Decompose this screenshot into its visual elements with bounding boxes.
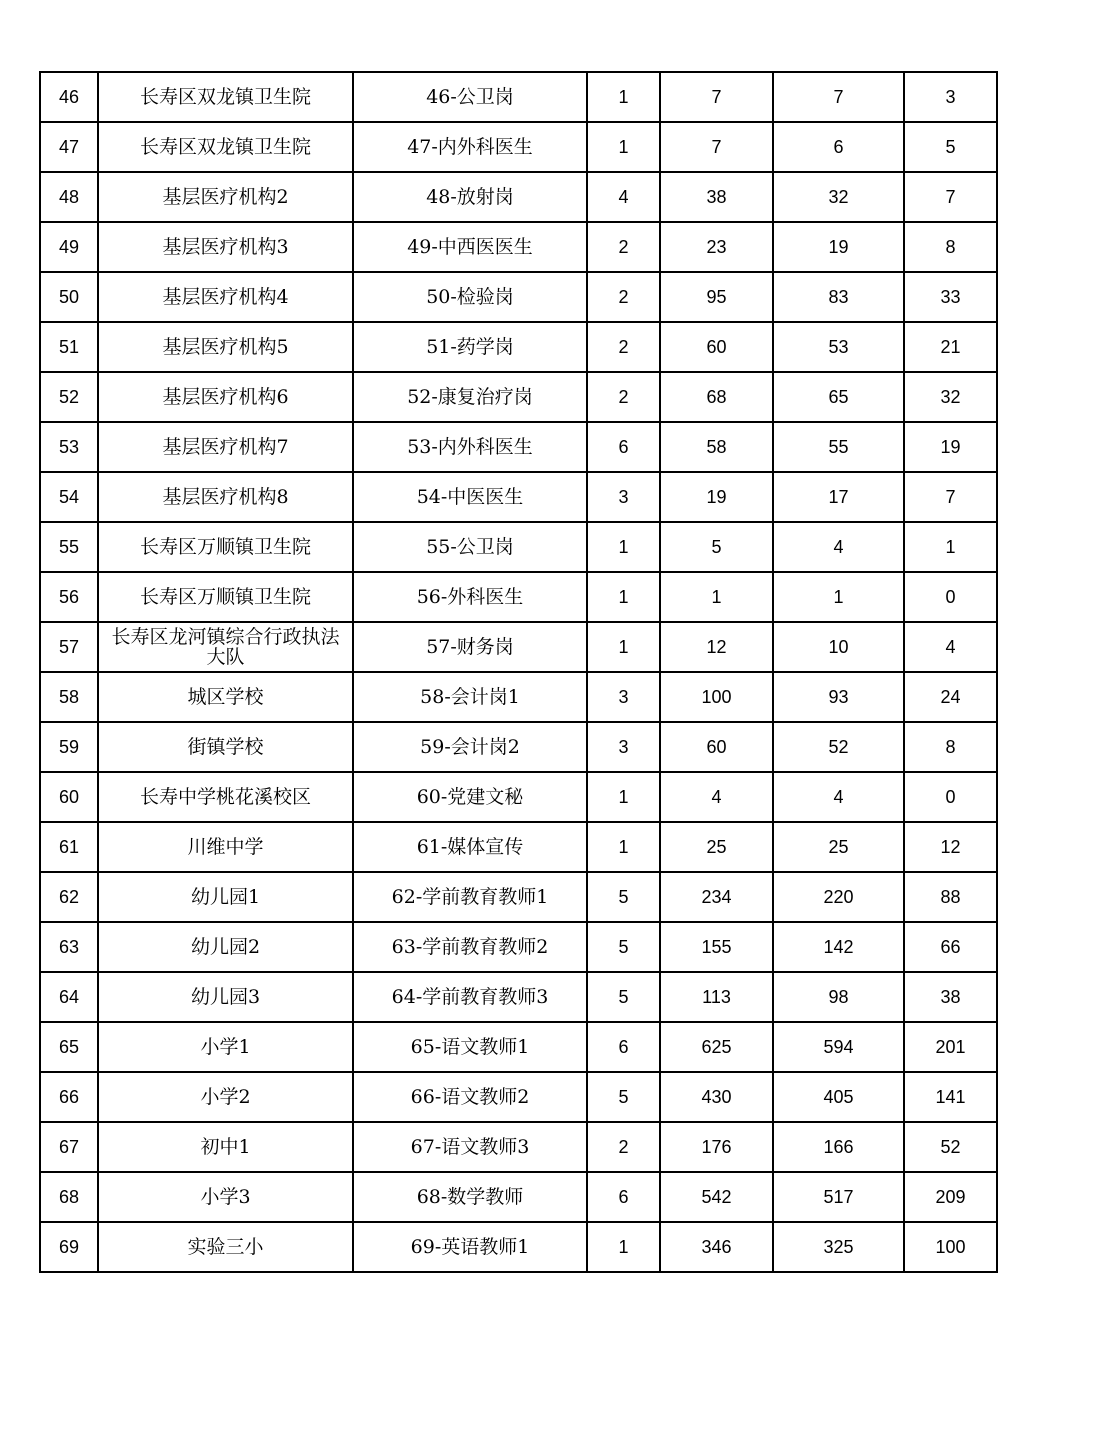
position-name-cell: 51-药学岗: [353, 322, 587, 372]
approved-count-cell: 93: [773, 672, 904, 722]
unit-name-cell: 长寿区龙河镇综合行政执法大队: [98, 622, 353, 672]
quota-count-cell: 2: [587, 1122, 660, 1172]
quota-count-cell: 1: [587, 622, 660, 672]
unit-name-cell: 基层医疗机构3: [98, 222, 353, 272]
quota-count-cell: 3: [587, 472, 660, 522]
row-number-cell: 68: [40, 1172, 98, 1222]
unit-name-cell: 街镇学校: [98, 722, 353, 772]
unit-name-cell: 幼儿园1: [98, 872, 353, 922]
position-name-cell: 57-财务岗: [353, 622, 587, 672]
unit-name-cell: 幼儿园2: [98, 922, 353, 972]
approved-count-cell: 55: [773, 422, 904, 472]
approved-count-cell: 25: [773, 822, 904, 872]
unit-name-cell: 幼儿园3: [98, 972, 353, 1022]
paid-count-cell: 88: [904, 872, 997, 922]
unit-name-cell: 基层医疗机构4: [98, 272, 353, 322]
applicant-count-cell: 4: [660, 772, 773, 822]
paid-count-cell: 209: [904, 1172, 997, 1222]
approved-count-cell: 32: [773, 172, 904, 222]
quota-count-cell: 1: [587, 772, 660, 822]
position-name-cell: 46-公卫岗: [353, 72, 587, 122]
approved-count-cell: 405: [773, 1072, 904, 1122]
table-row: [40, 422, 997, 472]
paid-count-cell: 5: [904, 122, 997, 172]
applicant-count-cell: 155: [660, 922, 773, 972]
table-row: [40, 272, 997, 322]
position-name-cell: 65-语文教师1: [353, 1022, 587, 1072]
row-number-cell: 60: [40, 772, 98, 822]
approved-count-cell: 7: [773, 72, 904, 122]
applicant-count-cell: 7: [660, 122, 773, 172]
position-name-cell: 61-媒体宣传: [353, 822, 587, 872]
unit-name-cell: 小学1: [98, 1022, 353, 1072]
applicant-count-cell: 1: [660, 572, 773, 622]
quota-count-cell: 3: [587, 672, 660, 722]
applicant-count-cell: 346: [660, 1222, 773, 1272]
unit-name-cell: 基层医疗机构7: [98, 422, 353, 472]
quota-count-cell: 2: [587, 272, 660, 322]
applicant-count-cell: 60: [660, 322, 773, 372]
row-number-cell: 52: [40, 372, 98, 422]
table-row: [40, 872, 997, 922]
table-row: [40, 722, 997, 772]
unit-name-cell: 长寿中学桃花溪校区: [98, 772, 353, 822]
applicant-count-cell: 176: [660, 1122, 773, 1172]
approved-count-cell: 98: [773, 972, 904, 1022]
quota-count-cell: 6: [587, 422, 660, 472]
applicant-count-cell: 5: [660, 522, 773, 572]
table-row: [40, 972, 997, 1022]
row-number-cell: 54: [40, 472, 98, 522]
quota-count-cell: 1: [587, 822, 660, 872]
paid-count-cell: 7: [904, 472, 997, 522]
unit-name-cell: 小学3: [98, 1172, 353, 1222]
paid-count-cell: 3: [904, 72, 997, 122]
table-row: [40, 222, 997, 272]
paid-count-cell: 21: [904, 322, 997, 372]
applicant-count-cell: 58: [660, 422, 773, 472]
table-row: [40, 1072, 997, 1122]
quota-count-cell: 1: [587, 522, 660, 572]
position-name-cell: 55-公卫岗: [353, 522, 587, 572]
row-number-cell: 66: [40, 1072, 98, 1122]
row-number-cell: 59: [40, 722, 98, 772]
paid-count-cell: 38: [904, 972, 997, 1022]
unit-name-cell: 基层医疗机构2: [98, 172, 353, 222]
paid-count-cell: 33: [904, 272, 997, 322]
paid-count-cell: 24: [904, 672, 997, 722]
table-body: [40, 72, 997, 1272]
quota-count-cell: 1: [587, 1222, 660, 1272]
approved-count-cell: 53: [773, 322, 904, 372]
row-number-cell: 63: [40, 922, 98, 972]
paid-count-cell: 4: [904, 622, 997, 672]
approved-count-cell: 594: [773, 1022, 904, 1072]
position-name-cell: 64-学前教育教师3: [353, 972, 587, 1022]
paid-count-cell: 141: [904, 1072, 997, 1122]
approved-count-cell: 4: [773, 522, 904, 572]
table-row: [40, 622, 997, 672]
position-name-cell: 67-语文教师3: [353, 1122, 587, 1172]
paid-count-cell: 32: [904, 372, 997, 422]
position-name-cell: 48-放射岗: [353, 172, 587, 222]
position-name-cell: 59-会计岗2: [353, 722, 587, 772]
table-row: [40, 72, 997, 122]
unit-name-cell: 长寿区双龙镇卫生院: [98, 122, 353, 172]
approved-count-cell: 6: [773, 122, 904, 172]
applicant-count-cell: 625: [660, 1022, 773, 1072]
position-name-cell: 49-中西医医生: [353, 222, 587, 272]
row-number-cell: 62: [40, 872, 98, 922]
row-number-cell: 55: [40, 522, 98, 572]
paid-count-cell: 8: [904, 722, 997, 772]
row-number-cell: 57: [40, 622, 98, 672]
quota-count-cell: 2: [587, 322, 660, 372]
table-row: [40, 172, 997, 222]
quota-count-cell: 1: [587, 122, 660, 172]
position-name-cell: 62-学前教育教师1: [353, 872, 587, 922]
applicant-count-cell: 19: [660, 472, 773, 522]
unit-name-cell: 长寿区双龙镇卫生院: [98, 72, 353, 122]
row-number-cell: 46: [40, 72, 98, 122]
position-name-cell: 54-中医医生: [353, 472, 587, 522]
unit-name-cell: 基层医疗机构8: [98, 472, 353, 522]
applicant-count-cell: 12: [660, 622, 773, 672]
quota-count-cell: 2: [587, 372, 660, 422]
paid-count-cell: 0: [904, 572, 997, 622]
table-row: [40, 572, 997, 622]
row-number-cell: 64: [40, 972, 98, 1022]
applicant-count-cell: 542: [660, 1172, 773, 1222]
quota-count-cell: 1: [587, 72, 660, 122]
paid-count-cell: 1: [904, 522, 997, 572]
unit-name-cell: 长寿区万顺镇卫生院: [98, 572, 353, 622]
unit-name-cell: 初中1: [98, 1122, 353, 1172]
unit-name-cell: 小学2: [98, 1072, 353, 1122]
applicant-count-cell: 95: [660, 272, 773, 322]
table-row: [40, 1122, 997, 1172]
position-name-cell: 52-康复治疗岗: [353, 372, 587, 422]
row-number-cell: 50: [40, 272, 98, 322]
unit-name-cell: 川维中学: [98, 822, 353, 872]
applicant-count-cell: 25: [660, 822, 773, 872]
position-name-cell: 68-数学教师: [353, 1172, 587, 1222]
paid-count-cell: 201: [904, 1022, 997, 1072]
row-number-cell: 47: [40, 122, 98, 172]
applicant-count-cell: 7: [660, 72, 773, 122]
applicant-count-cell: 23: [660, 222, 773, 272]
row-number-cell: 51: [40, 322, 98, 372]
position-name-cell: 58-会计岗1: [353, 672, 587, 722]
row-number-cell: 56: [40, 572, 98, 622]
paid-count-cell: 19: [904, 422, 997, 472]
quota-count-cell: 1: [587, 572, 660, 622]
position-name-cell: 56-外科医生: [353, 572, 587, 622]
table-row: [40, 922, 997, 972]
unit-name-cell: 城区学校: [98, 672, 353, 722]
approved-count-cell: 17: [773, 472, 904, 522]
approved-count-cell: 1: [773, 572, 904, 622]
unit-name-cell: 实验三小: [98, 1222, 353, 1272]
paid-count-cell: 66: [904, 922, 997, 972]
table-row: [40, 1222, 997, 1272]
paid-count-cell: 7: [904, 172, 997, 222]
approved-count-cell: 10: [773, 622, 904, 672]
table-row: [40, 772, 997, 822]
position-name-cell: 63-学前教育教师2: [353, 922, 587, 972]
table-row: [40, 322, 997, 372]
quota-count-cell: 5: [587, 872, 660, 922]
data-table: [39, 71, 998, 1273]
row-number-cell: 69: [40, 1222, 98, 1272]
table-row: [40, 472, 997, 522]
approved-count-cell: 166: [773, 1122, 904, 1172]
approved-count-cell: 4: [773, 772, 904, 822]
quota-count-cell: 5: [587, 1072, 660, 1122]
quota-count-cell: 4: [587, 172, 660, 222]
row-number-cell: 67: [40, 1122, 98, 1172]
quota-count-cell: 6: [587, 1022, 660, 1072]
row-number-cell: 48: [40, 172, 98, 222]
applicant-count-cell: 234: [660, 872, 773, 922]
table-row: [40, 1022, 997, 1072]
table-row: [40, 1172, 997, 1222]
row-number-cell: 53: [40, 422, 98, 472]
row-number-cell: 58: [40, 672, 98, 722]
applicant-count-cell: 100: [660, 672, 773, 722]
table-row: [40, 122, 997, 172]
applicant-count-cell: 38: [660, 172, 773, 222]
table-row: [40, 372, 997, 422]
applicant-count-cell: 68: [660, 372, 773, 422]
approved-count-cell: 517: [773, 1172, 904, 1222]
approved-count-cell: 65: [773, 372, 904, 422]
unit-name-cell: 基层医疗机构5: [98, 322, 353, 372]
row-number-cell: 65: [40, 1022, 98, 1072]
position-name-cell: 66-语文教师2: [353, 1072, 587, 1122]
approved-count-cell: 325: [773, 1222, 904, 1272]
approved-count-cell: 220: [773, 872, 904, 922]
table-row: [40, 522, 997, 572]
position-name-cell: 69-英语教师1: [353, 1222, 587, 1272]
unit-name-cell: 长寿区万顺镇卫生院: [98, 522, 353, 572]
paid-count-cell: 100: [904, 1222, 997, 1272]
paid-count-cell: 0: [904, 772, 997, 822]
paid-count-cell: 12: [904, 822, 997, 872]
table-row: [40, 672, 997, 722]
position-name-cell: 53-内外科医生: [353, 422, 587, 472]
position-name-cell: 47-内外科医生: [353, 122, 587, 172]
applicant-count-cell: 430: [660, 1072, 773, 1122]
quota-count-cell: 2: [587, 222, 660, 272]
approved-count-cell: 142: [773, 922, 904, 972]
position-name-cell: 60-党建文秘: [353, 772, 587, 822]
approved-count-cell: 83: [773, 272, 904, 322]
approved-count-cell: 52: [773, 722, 904, 772]
position-name-cell: 50-检验岗: [353, 272, 587, 322]
row-number-cell: 49: [40, 222, 98, 272]
paid-count-cell: 52: [904, 1122, 997, 1172]
quota-count-cell: 6: [587, 1172, 660, 1222]
applicant-count-cell: 113: [660, 972, 773, 1022]
quota-count-cell: 3: [587, 722, 660, 772]
table-row: [40, 822, 997, 872]
quota-count-cell: 5: [587, 922, 660, 972]
row-number-cell: 61: [40, 822, 98, 872]
paid-count-cell: 8: [904, 222, 997, 272]
unit-name-cell: 基层医疗机构6: [98, 372, 353, 422]
approved-count-cell: 19: [773, 222, 904, 272]
applicant-count-cell: 60: [660, 722, 773, 772]
quota-count-cell: 5: [587, 972, 660, 1022]
